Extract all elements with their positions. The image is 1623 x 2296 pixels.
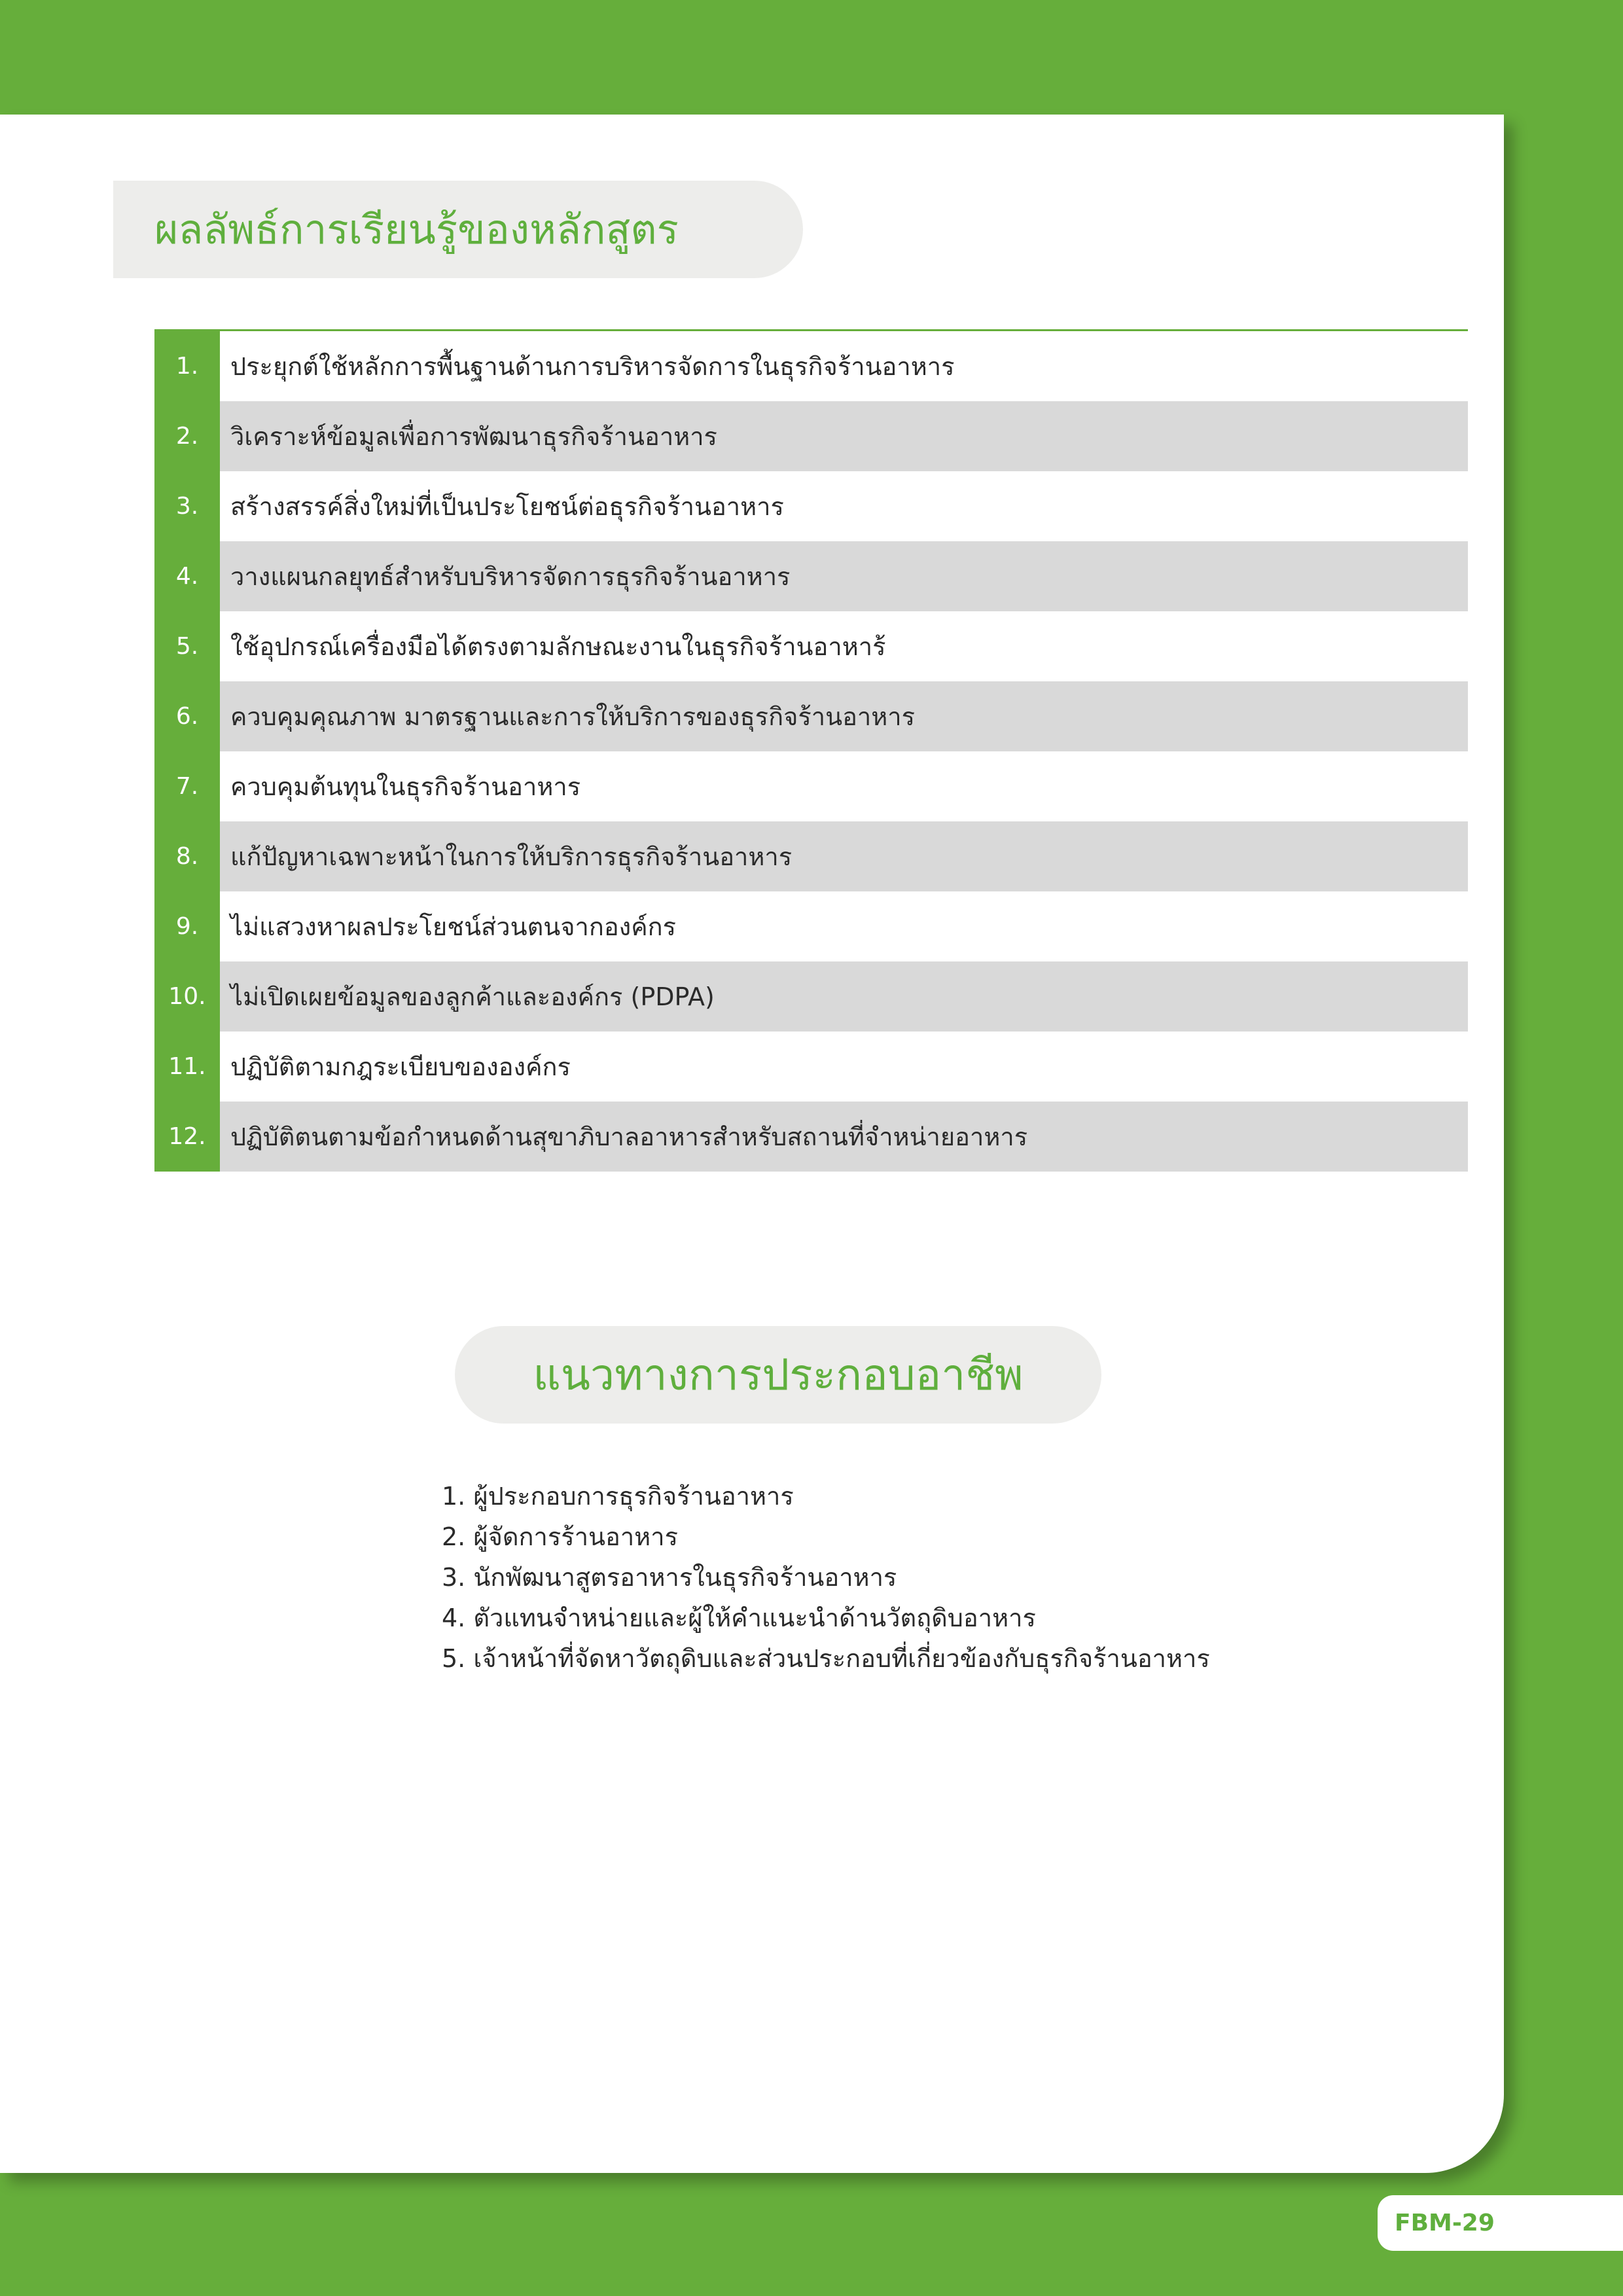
outcome-text: วางแผนกลยุทธ์สำหรับบริหารจัดการธุรกิจร้านอาหาร [220, 541, 1468, 611]
careers-title-banner [455, 1326, 1101, 1424]
outcome-text: ควบคุมต้นทุนในธุรกิจร้านอาหาร [220, 751, 1468, 821]
outcome-number: 5. [154, 611, 220, 681]
outcome-row [154, 471, 1468, 541]
outcome-number: 12. [154, 1102, 220, 1172]
career-item: 3. นักพัฒนาสูตรอาหารในธุรกิจร้านอาหาร [442, 1563, 897, 1592]
outcome-text: ปฏิบัติตามกฎระเบียบขององค์กร [220, 1031, 1468, 1102]
outcome-text: ควบคุมคุณภาพ มาตรฐานและการให้บริการของธุรกิจร้านอาหาร [220, 681, 1468, 751]
outcome-text: ปฏิบัติตนตามข้อกำหนดด้านสุขาภิบาลอาหารสำหรับสถานที่จำหน่ายอาหาร [220, 1102, 1468, 1172]
outcome-row [154, 751, 1468, 821]
outcome-number: 3. [154, 471, 220, 541]
outcome-row [154, 821, 1468, 891]
outcomes-table [154, 331, 1468, 1172]
outcome-row [154, 1102, 1468, 1172]
career-item: 2. ผู้จัดการร้านอาหาร [442, 1522, 678, 1551]
career-item: 4. ตัวแทนจำหน่ายและผู้ให้คำแนะนำด้านวัตถุดิบอาหาร [442, 1604, 1036, 1632]
outcome-row [154, 1031, 1468, 1102]
outcome-text: ใช้อุปกรณ์เครื่องมือได้ตรงตามลักษณะงานในธุรกิจร้านอาหาร้ [220, 611, 1468, 681]
outcome-row [154, 541, 1468, 611]
outcome-number: 6. [154, 681, 220, 751]
outcome-number: 10. [154, 961, 220, 1031]
outcome-number: 9. [154, 891, 220, 961]
outcome-row [154, 401, 1468, 471]
careers-title: แนวทางการประกอบอาชีพ [533, 1349, 1024, 1400]
outcome-number: 8. [154, 821, 220, 891]
outcome-text: ไม่แสวงหาผลประโยชน์ส่วนตนจากองค์กร [220, 891, 1468, 961]
outcome-number: 7. [154, 751, 220, 821]
outcome-text: สร้างสรรค์สิ่งใหม่ที่เป็นประโยชน์ต่อธุรกิจร้านอาหาร [220, 471, 1468, 541]
outcome-text: ไม่เปิดเผยข้อมูลของลูกค้าและองค์กร (PDPA) [220, 961, 1468, 1031]
outcome-number: 4. [154, 541, 220, 611]
outcome-number: 2. [154, 401, 220, 471]
outcome-row [154, 331, 1468, 401]
page-number: FBM-29 [1395, 2210, 1495, 2236]
career-item: 5. เจ้าหน้าที่จัดหาวัตถุดิบและส่วนประกอบที่เกี่ยวข้องกับธุรกิจร้านอาหาร [442, 1644, 1210, 1673]
outcome-number: 11. [154, 1031, 220, 1102]
careers-list [442, 1476, 1210, 1679]
outcome-text: วิเคราะห์ข้อมูลเพื่อการพัฒนาธุรกิจร้านอาหาร [220, 401, 1468, 471]
outcome-row [154, 681, 1468, 751]
outcome-number: 1. [154, 331, 220, 401]
outcome-row [154, 961, 1468, 1031]
outcome-row [154, 891, 1468, 961]
page-number-tab [1378, 2195, 1623, 2251]
outcome-text: แก้ปัญหาเฉพาะหน้าในการให้บริการธุรกิจร้านอาหาร [220, 821, 1468, 891]
outcomes-title: ผลลัพธ์การเรียนรู้ของหลักสูตร [154, 205, 679, 253]
outcome-text: ประยุกต์ใช้หลักการพื้นฐานด้านการบริหารจัดการในธุรกิจร้านอาหาร [220, 331, 1468, 401]
outcome-row [154, 611, 1468, 681]
outcomes-title-banner [113, 181, 803, 278]
career-item: 1. ผู้ประกอบการธุรกิจร้านอาหาร [442, 1482, 794, 1511]
